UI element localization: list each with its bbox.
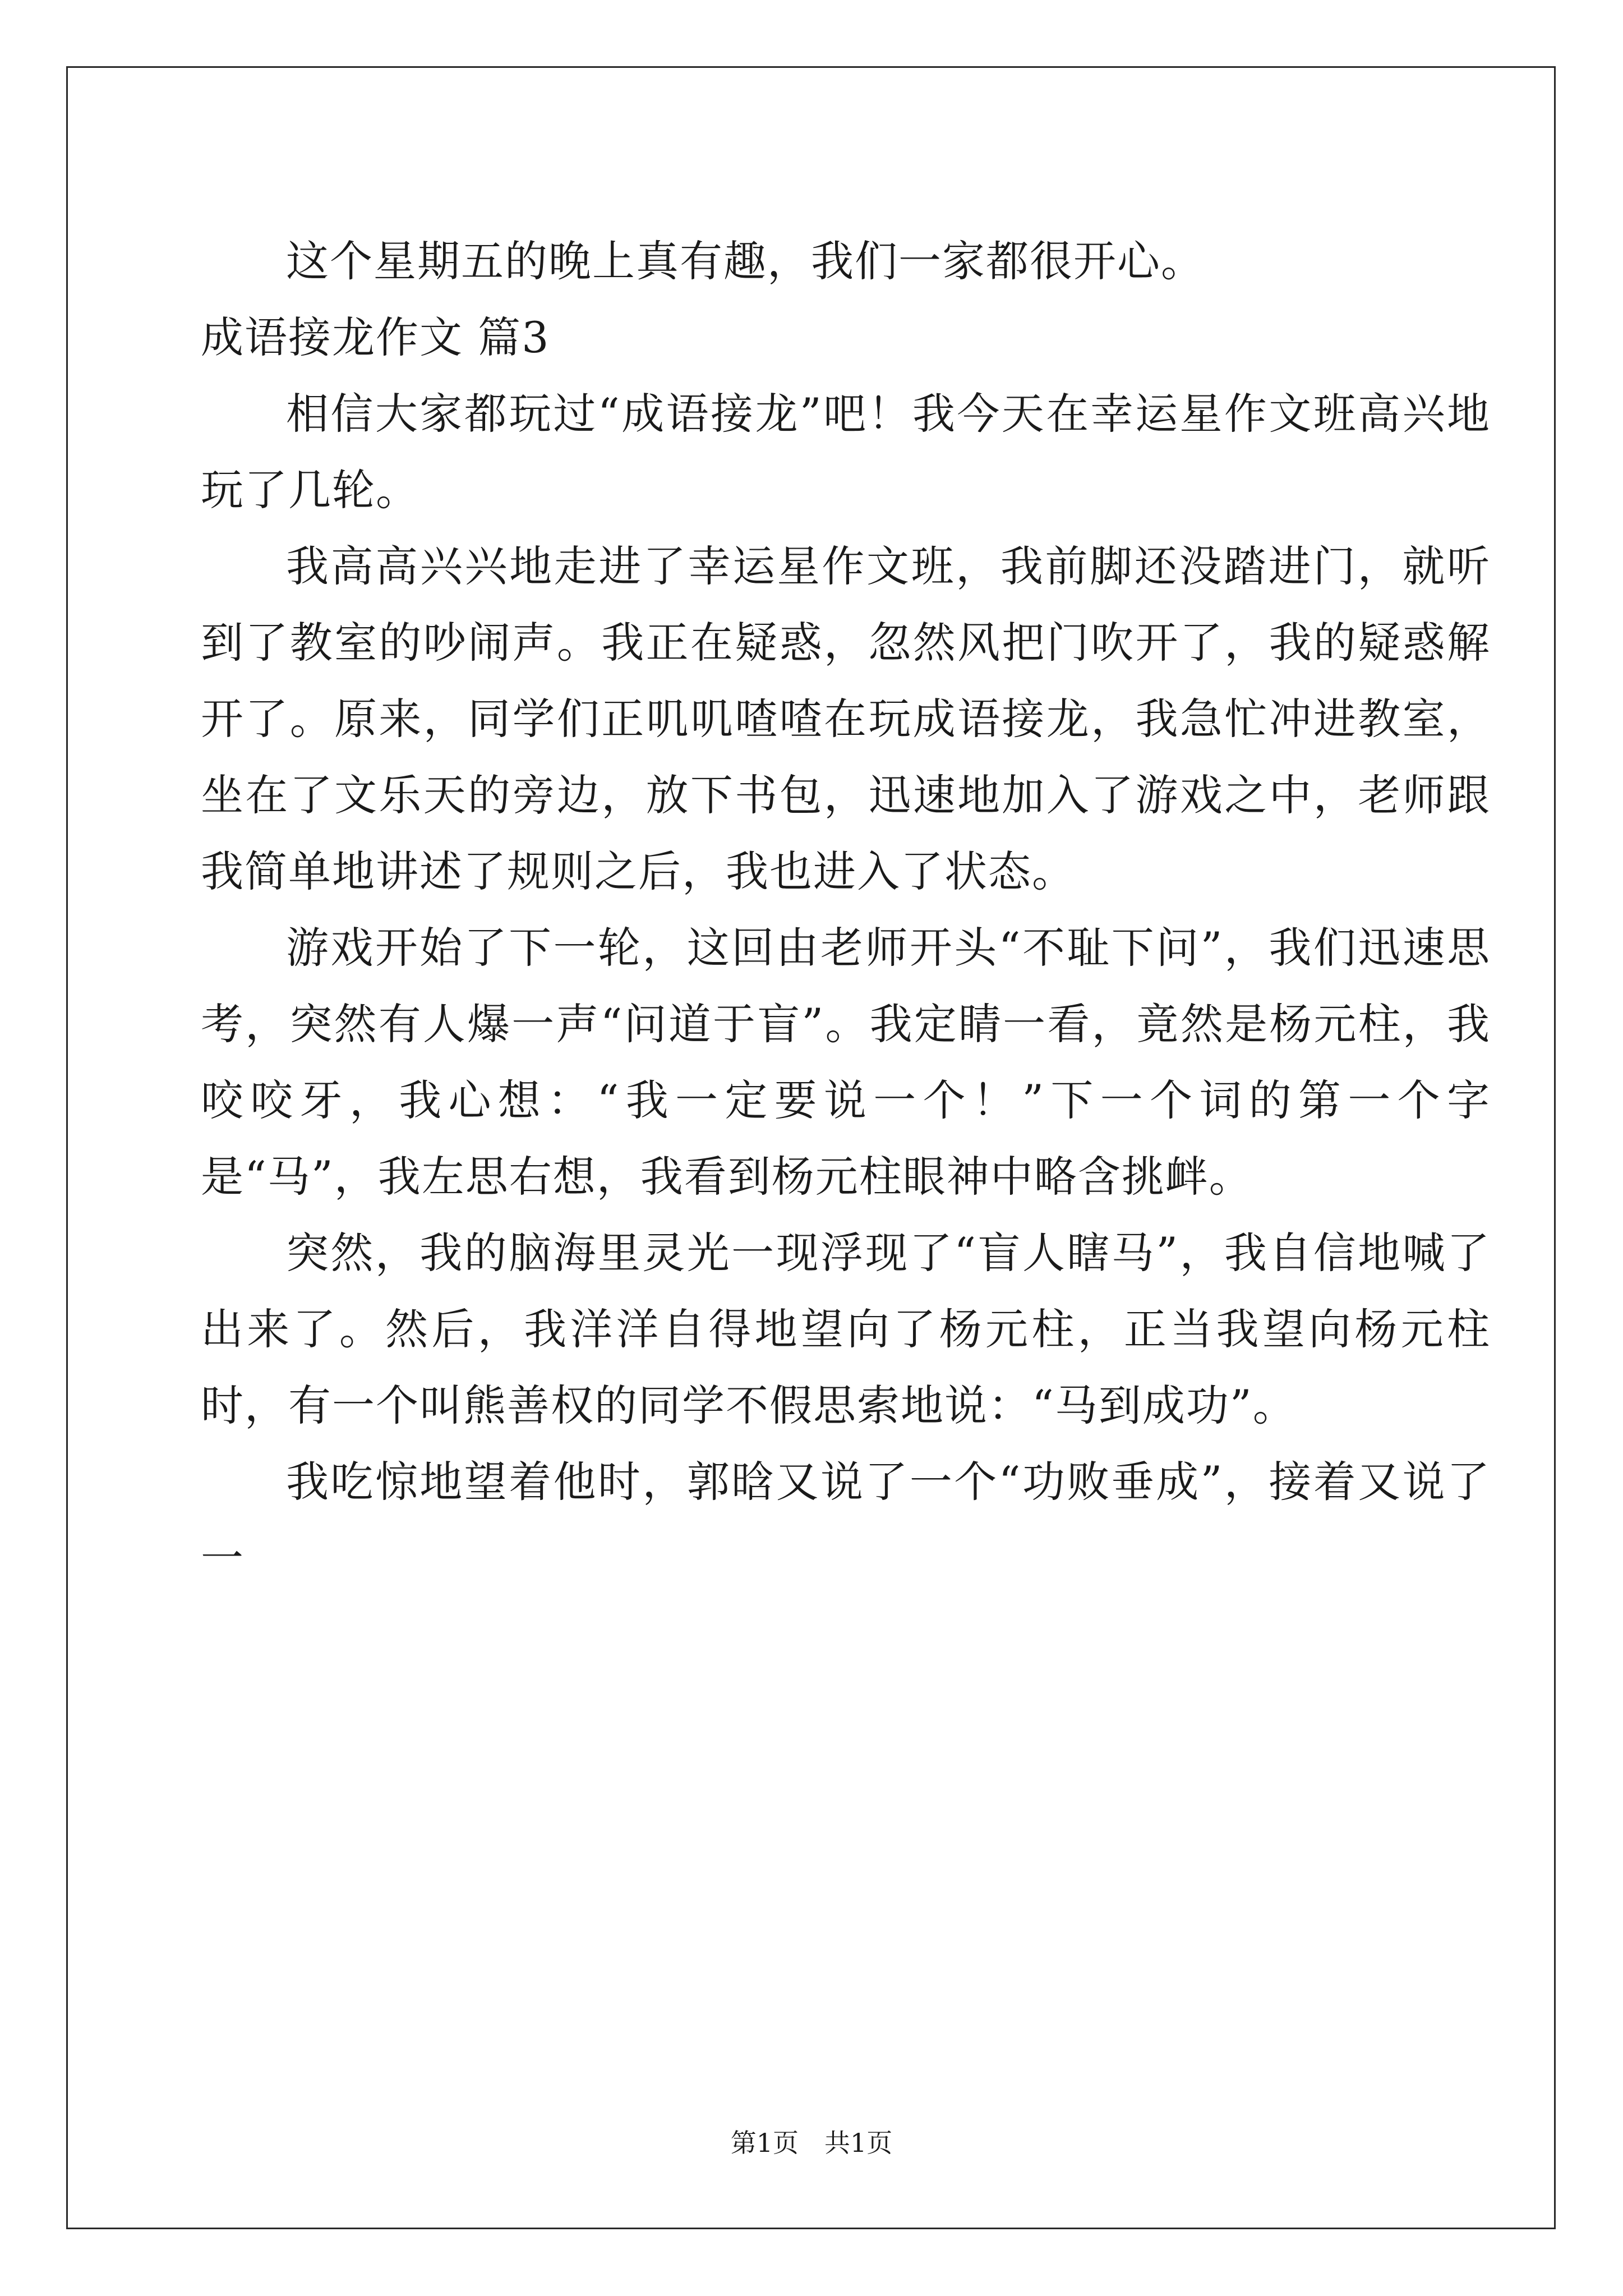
paragraph: 游戏开始了下一轮，这回由老师开头“不耻下问”，我们迅速思考，突然有人爆一声“问道于盲”。我定睛一看，竟然是杨元柱，我咬咬牙，我心想：“我一定要说一个！”下一个词的第一个字是“马”，我左思右想，我看到杨元柱眼神中略含挑衅。 — [201, 923, 1491, 1202]
document-body — [201, 223, 1491, 1596]
paragraph: 这个星期五的晚上真有趣，我们一家都很开心。 — [286, 236, 1205, 286]
paragraph: 突然，我的脑海里灵光一现浮现了“盲人瞎马”，我自信地喊了出来了。然后，我洋洋自得地望向了杨元柱，正当我望向杨元柱时，有一个叫熊善权的同学不假思索地说：“马到成功”。 — [201, 1228, 1491, 1430]
page-footer: 第1页 共1页 — [730, 2128, 893, 2158]
paragraph: 相信大家都玩过“成语接龙”吧！我今天在幸运星作文班高兴地玩了几轮。 — [201, 389, 1491, 515]
section-heading: 成语接龙作文 篇3 — [201, 312, 550, 362]
paragraph: 我高高兴兴地走进了幸运星作文班，我前脚还没踏进门，就听到了教室的吵闹声。我正在疑惑，忽然风把门吹开了，我的疑惑解开了。原来，同学们正叽叽喳喳在玩成语接龙，我急忙冲进教室，坐在了文乐天的旁边，放下书包，迅速地加入了游戏之中，老师跟我简单地讲述了规则之后，我也进入了状态。 — [201, 541, 1491, 896]
paragraph: 我吃惊地望着他时，郭晗又说了一个“功败垂成”，接着又说了一 — [201, 1457, 1491, 1583]
